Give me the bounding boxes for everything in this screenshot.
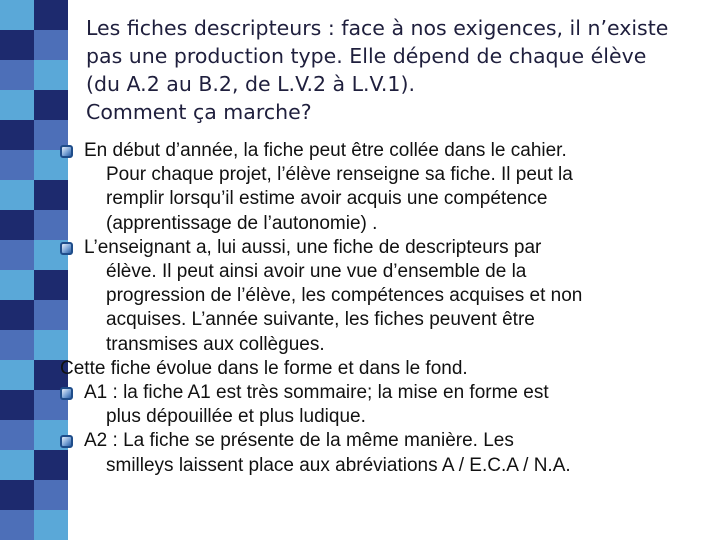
- stripe-cell: [0, 150, 34, 180]
- bullet-item: [60, 139, 710, 236]
- stripe-cell: [0, 60, 34, 90]
- stripe-cell: [0, 30, 34, 60]
- bullet-item: [60, 236, 710, 357]
- bullet-icon: [60, 145, 73, 158]
- stripe-row: [0, 450, 68, 480]
- bullet-icon: [60, 387, 73, 400]
- stripe-cell: [0, 240, 34, 270]
- bullet-text-line: transmises aux collègues.: [106, 333, 325, 355]
- stripe-cell: [34, 60, 68, 90]
- title-line: (du A.2 au B.2, de L.V.2 à L.V.1).: [86, 72, 415, 96]
- stripe-cell: [0, 90, 34, 120]
- bullet-text-line: smilleys laissent place aux abréviations A / E.C.A / N.A.: [106, 454, 571, 476]
- stripe-row: [0, 300, 68, 330]
- stripe-row: [0, 30, 68, 60]
- stripe-cell: [0, 420, 34, 450]
- bullet-text-line: L’enseignant a, lui aussi, une fiche de descripteurs par: [84, 236, 542, 258]
- stripe-cell: [0, 450, 34, 480]
- plain-paragraph: Cette fiche évolue dans le forme et dans le fond.: [60, 357, 468, 379]
- stripe-row: [0, 330, 68, 360]
- stripe-row: [0, 120, 68, 150]
- title-line: pas une production type. Elle dépend de chaque élève: [86, 44, 647, 68]
- stripe-row: [0, 180, 68, 210]
- stripe-cell: [0, 480, 34, 510]
- bullet-text-line: A1 : la fiche A1 est très sommaire; la mise en forme est: [84, 382, 549, 404]
- decorative-stripe: [0, 0, 68, 540]
- stripe-row: [0, 90, 68, 120]
- bullet-icon: [60, 435, 73, 448]
- bullet-text-line: progression de l’élève, les compétences acquises et non: [106, 285, 583, 307]
- bullet-item: [60, 429, 710, 477]
- title-line: Comment ça marche?: [86, 100, 312, 124]
- stripe-cell: [34, 480, 68, 510]
- stripe-row: [0, 240, 68, 270]
- stripe-row: [0, 420, 68, 450]
- stripe-cell: [0, 390, 34, 420]
- bullet-icon: [60, 242, 73, 255]
- slide-body: [60, 139, 710, 478]
- stripe-cell: [0, 210, 34, 240]
- stripe-cell: [0, 510, 34, 540]
- stripe-cell: [0, 270, 34, 300]
- stripe-row: [0, 270, 68, 300]
- stripe-row: [0, 390, 68, 420]
- stripe-row: [0, 0, 68, 30]
- stripe-cell: [0, 330, 34, 360]
- bullet-text-line: En début d’année, la fiche peut être collée dans le cahier.: [84, 140, 567, 161]
- stripe-cell: [0, 300, 34, 330]
- bullet-text-line: élève. Il peut ainsi avoir une vue d’ensemble de la: [106, 261, 527, 283]
- stripe-cell: [0, 360, 34, 390]
- bullet-text-line: (apprentissage de l’autonomie) .: [106, 212, 378, 234]
- bullet-text-line: A2 : La fiche se présente de la même manière. Les: [84, 430, 514, 452]
- stripe-row: [0, 360, 68, 390]
- stripe-cell: [34, 90, 68, 120]
- stripe-cell: [34, 510, 68, 540]
- bullet-text-line: plus dépouillée et plus ludique.: [106, 406, 366, 428]
- stripe-row: [0, 480, 68, 510]
- bullet-text-line: Pour chaque projet, l’élève renseigne sa fiche. Il peut la: [106, 164, 573, 186]
- stripe-row: [0, 210, 68, 240]
- stripe-cell: [34, 0, 68, 30]
- bullet-item: [60, 381, 710, 429]
- slide-title: [86, 14, 706, 126]
- bullet-text-line: remplir lorsqu’il estime avoir acquis une compétence: [106, 188, 548, 210]
- bullet-text-line: acquises. L’année suivante, les fiches peuvent être: [106, 309, 535, 331]
- stripe-cell: [34, 30, 68, 60]
- stripe-row: [0, 150, 68, 180]
- stripe-cell: [0, 120, 34, 150]
- title-line: Les fiches descripteurs : face à nos exigences, il n’existe: [86, 16, 669, 40]
- stripe-cell: [0, 180, 34, 210]
- stripe-cell: [0, 0, 34, 30]
- stripe-row: [0, 60, 68, 90]
